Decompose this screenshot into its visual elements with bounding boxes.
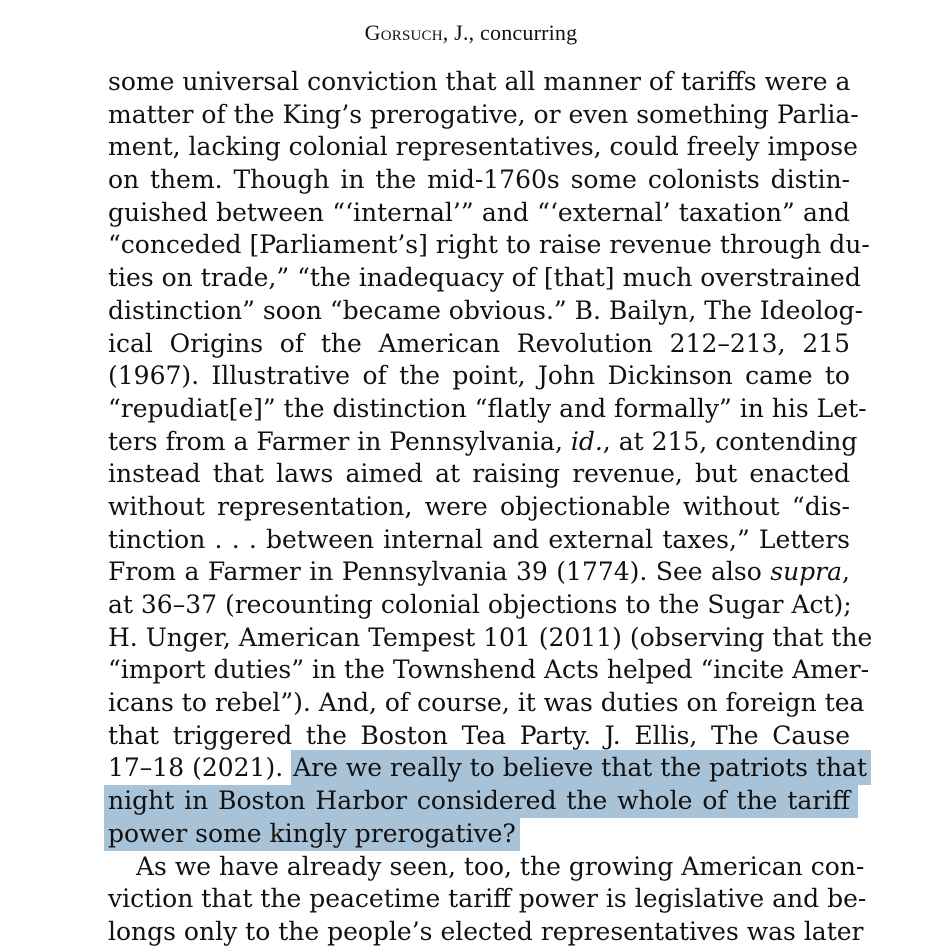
header-suffix: , J., concurring (442, 20, 578, 45)
text-line: H. Unger, American Tempest 101 (2011) (observing that the (108, 622, 873, 652)
text-line: instead that laws aimed at raising revenue, but enacted (108, 459, 850, 489)
paragraph-2 (108, 851, 867, 949)
citation-supra-italic: supra (770, 557, 843, 587)
text-line: ical Origins of the American Revolution 212–213, 215 (108, 328, 850, 358)
text-segment: 17–18 (2021). (108, 753, 292, 783)
text-line: “repudiat[e]” the distinction “flatly and formally” in his Let- (108, 393, 867, 423)
text-line: “conceded [Parliament’s] right to raise revenue through du- (108, 230, 870, 260)
citation-id-italic: id. (570, 426, 603, 456)
text-line (108, 818, 850, 851)
text-line: “import duties” in the Townshend Acts helped “incite Amer- (108, 655, 870, 685)
text-line: icans to rebel”). And, of course, it was duties on foreign tea (108, 688, 865, 718)
text-line: As we have already seen, too, the growing American con- (136, 851, 865, 881)
opinion-body (108, 66, 873, 949)
highlighted-text[interactable]: power some kingly prerogative? (104, 816, 520, 851)
text-line: ment, lacking colonial representatives, could freely impose (108, 132, 858, 162)
text-segment: ters from a Farmer in Pennsylvania, (108, 426, 571, 456)
text-line: that triggered the Boston Tea Party. J. Ellis, The Cause (108, 720, 850, 750)
paragraph-1 (108, 66, 873, 851)
text-line: longs only to the people’s elected representatives was later (108, 916, 864, 946)
text-segment: , at 215, contending (602, 426, 858, 456)
text-line: ties on trade,” “the inadequacy of [that] much overstrained (108, 263, 861, 293)
text-line: viction that the peacetime tariff power is legislative and be- (108, 884, 867, 914)
text-line: some universal conviction that all manner of tariffs were a (108, 67, 851, 96)
text-segment: From a Farmer in Pennsylvania 39 (1774). See also (108, 557, 771, 587)
text-line (108, 556, 850, 589)
text-line (108, 426, 858, 459)
highlighted-text[interactable]: Are we really to believe that the patriots that (291, 750, 871, 785)
text-line: matter of the King’s prerogative, or even something Parlia- (108, 99, 859, 129)
text-line: tinction . . . between internal and external taxes,” Letters (108, 524, 850, 554)
text-line: (1967). Illustrative of the point, John Dickinson came to (108, 361, 850, 391)
highlighted-text[interactable]: night in Boston Harbor considered the whole of the tariff (104, 785, 858, 818)
text-line: distinction” soon “became obvious.” B. Bailyn, The Ideolog- (108, 295, 864, 325)
text-line (108, 752, 867, 785)
text-line: without representation, were objectionable without “dis- (108, 491, 850, 521)
text-line: guished between “‘internal’” and “‘external’ taxation” and (108, 197, 850, 227)
text-segment: , (842, 557, 850, 587)
header-justice-name: Gorsuch (364, 20, 443, 45)
text-line: on them. Though in the mid-1760s some colonists distin- (108, 165, 850, 195)
running-header (0, 20, 942, 46)
text-line: at 36–37 (recounting colonial objections to the Sugar Act); (108, 590, 852, 619)
